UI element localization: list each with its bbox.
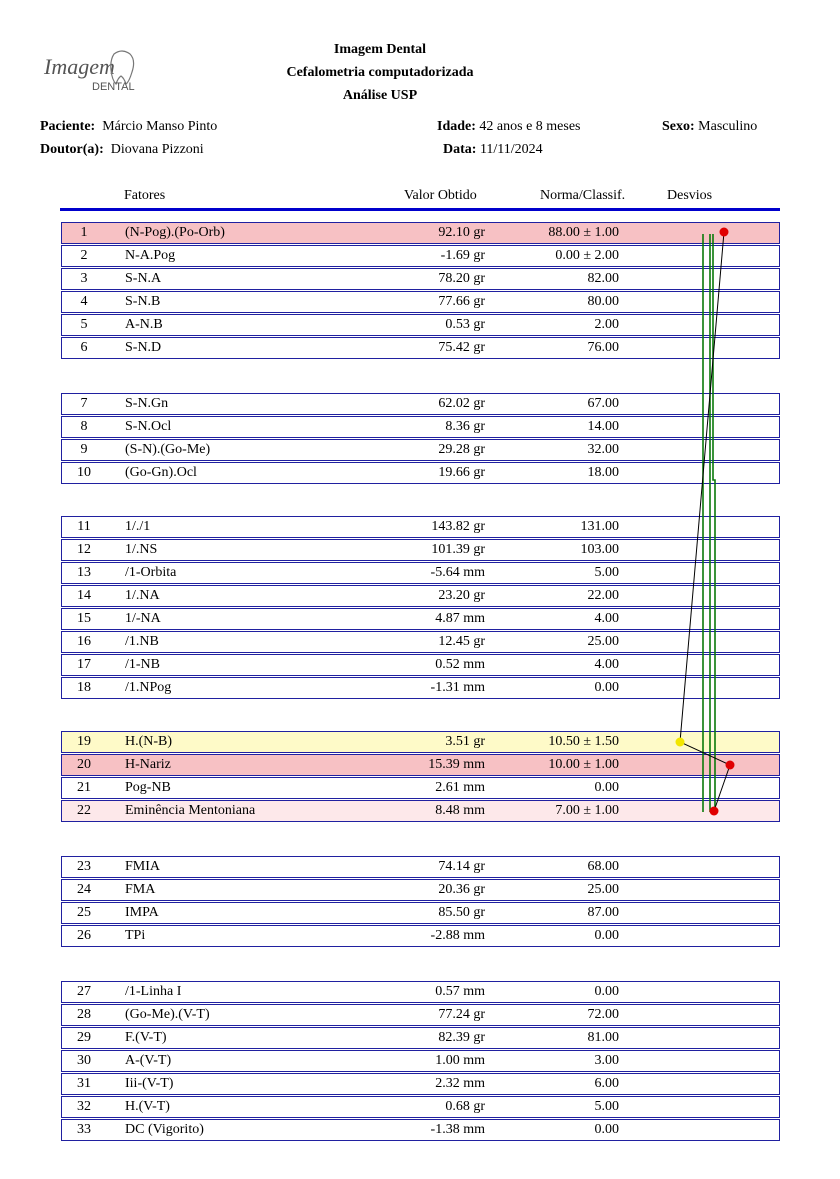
date-label: Data: [443, 142, 477, 157]
obtained-value: 2.32 mm [435, 1076, 485, 1091]
obtained-value: 8.36 gr [445, 419, 485, 434]
row-number: 5 [80, 317, 88, 332]
factor-name: /1-Orbita [125, 565, 177, 580]
factor-name: S-N.Gn [125, 396, 169, 411]
factor-name: FMA [125, 882, 156, 897]
factor-name: 1/./1 [125, 519, 151, 534]
report-subtitle: Cefalometria computadorizada [286, 65, 474, 80]
obtained-value: 19.66 gr [438, 465, 485, 480]
row-number: 9 [80, 442, 88, 457]
factor-name: S-N.Ocl [125, 419, 172, 434]
norm-value: 5.00 [594, 565, 619, 580]
factor-name: S-N.B [125, 294, 161, 309]
obtained-value: 74.14 gr [438, 859, 485, 874]
obtained-value: 77.24 gr [438, 1007, 485, 1022]
row-number: 6 [80, 340, 88, 355]
col-norma: Norma/Classif. [540, 188, 626, 203]
obtained-value: 82.39 gr [438, 1030, 485, 1045]
norm-value: 0.00 [594, 984, 619, 999]
deviation-point-20 [726, 761, 735, 770]
analysis-name: Análise USP [342, 88, 418, 103]
row-number: 12 [77, 542, 91, 557]
norm-value: 10.00 ± 1.00 [548, 757, 619, 772]
row-number: 13 [77, 565, 91, 580]
norm-value: 18.00 [587, 465, 619, 480]
row-number: 10 [77, 465, 91, 480]
row-number: 25 [77, 905, 91, 920]
row-number: 18 [77, 680, 91, 695]
factor-name: H.(N-B) [125, 734, 173, 749]
obtained-value: 78.20 gr [438, 271, 485, 286]
row-number: 7 [80, 396, 88, 411]
obtained-value: 0.57 mm [435, 984, 485, 999]
row-number: 19 [77, 734, 91, 749]
obtained-value: 3.51 gr [445, 734, 485, 749]
deviation-point-22 [710, 807, 719, 816]
row-number: 3 [80, 271, 88, 286]
obtained-value: -1.69 gr [440, 248, 485, 263]
row-number: 27 [77, 984, 91, 999]
date-value: 11/11/2024 [479, 142, 543, 157]
obtained-value: -5.64 mm [430, 565, 485, 580]
norm-value: 0.00 [594, 680, 619, 695]
row-number: 4 [80, 294, 88, 309]
row-number: 24 [77, 882, 91, 897]
factor-name: /1-NB [125, 657, 160, 672]
norm-value: 25.00 [587, 882, 619, 897]
norm-value: 103.00 [580, 542, 619, 557]
doctor-label: Doutor(a): [40, 142, 104, 157]
obtained-value: 12.45 gr [438, 634, 485, 649]
obtained-value: 29.28 gr [438, 442, 485, 457]
norm-value: 131.00 [580, 519, 619, 534]
row-number: 30 [77, 1053, 91, 1068]
obtained-value: 0.68 gr [445, 1099, 485, 1114]
norm-value: 76.00 [587, 340, 619, 355]
doctor-name: Diovana Pizzoni [110, 142, 204, 157]
row-number: 28 [77, 1007, 91, 1022]
row-number: 14 [77, 588, 91, 603]
factor-name: 1/.NA [125, 588, 160, 603]
norm-value: 0.00 [594, 780, 619, 795]
row-number: 17 [77, 657, 91, 672]
logo-text-sub: DENTAL [92, 81, 135, 93]
norm-value: 2.00 [594, 317, 619, 332]
row-number: 16 [77, 634, 91, 649]
deviation-path [680, 232, 730, 811]
obtained-value: 0.53 gr [445, 317, 485, 332]
col-valor: Valor Obtido [404, 188, 477, 203]
obtained-value: 2.61 mm [435, 780, 485, 795]
factor-name: A-N.B [125, 317, 163, 332]
obtained-value: 1.00 mm [435, 1053, 485, 1068]
norm-value: 10.50 ± 1.50 [548, 734, 619, 749]
norm-value: 72.00 [587, 1007, 619, 1022]
norm-value: 3.00 [594, 1053, 619, 1068]
factor-name: H.(V-T) [125, 1099, 170, 1114]
obtained-value: 0.52 mm [435, 657, 485, 672]
norm-value: 81.00 [587, 1030, 619, 1045]
report-title: Imagem Dental [333, 42, 427, 57]
patient-name: Márcio Manso Pinto [102, 119, 218, 134]
obtained-value: -2.88 mm [430, 928, 485, 943]
obtained-value: 62.02 gr [438, 396, 485, 411]
factor-name: Eminência Mentoniana [125, 803, 256, 818]
norm-value: 4.00 [594, 611, 619, 626]
obtained-value: -1.38 mm [430, 1122, 485, 1137]
factor-name: /1.NPog [125, 680, 172, 695]
factor-name: Pog-NB [125, 780, 171, 795]
row-number: 2 [80, 248, 88, 263]
factor-name: S-N.D [125, 340, 162, 355]
factor-name: N-A.Pog [125, 248, 176, 263]
norm-line-right [713, 234, 715, 812]
obtained-value: 92.10 gr [438, 225, 485, 240]
factor-name: S-N.A [125, 271, 162, 286]
norm-value: 82.00 [587, 271, 619, 286]
sex-value: Masculino [698, 119, 758, 134]
obtained-value: 101.39 gr [431, 542, 485, 557]
norm-value: 4.00 [594, 657, 619, 672]
factor-name: Iii-(V-T) [125, 1076, 174, 1091]
norm-value: 0.00 [594, 1122, 619, 1137]
factor-name: A-(V-T) [125, 1053, 172, 1068]
row-number: 21 [77, 780, 91, 795]
obtained-value: 77.66 gr [438, 294, 485, 309]
norm-value: 22.00 [587, 588, 619, 603]
norm-value: 88.00 ± 1.00 [548, 225, 619, 240]
age-label: Idade: [437, 119, 476, 134]
norm-value: 0.00 [594, 928, 619, 943]
factor-name: F.(V-T) [125, 1030, 167, 1045]
norm-value: 5.00 [594, 1099, 619, 1114]
obtained-value: 143.82 gr [431, 519, 485, 534]
row-number: 15 [77, 611, 91, 626]
norm-value: 7.00 ± 1.00 [555, 803, 619, 818]
norm-value: 25.00 [587, 634, 619, 649]
row-number: 31 [77, 1076, 91, 1091]
row-number: 20 [77, 757, 91, 772]
factor-name: /1.NB [125, 634, 159, 649]
logo-text-main: Imagem [44, 54, 115, 79]
obtained-value: 23.20 gr [438, 588, 485, 603]
obtained-value: 4.87 mm [435, 611, 485, 626]
norm-value: 6.00 [594, 1076, 619, 1091]
deviation-point-1 [720, 228, 729, 237]
row-number: 8 [80, 419, 88, 434]
factor-name: DC (Vigorito) [125, 1122, 204, 1137]
norm-value: 87.00 [587, 905, 619, 920]
obtained-value: 15.39 mm [428, 757, 485, 772]
factor-name: IMPA [125, 905, 159, 920]
norm-value: 14.00 [587, 419, 619, 434]
norm-value: 32.00 [587, 442, 619, 457]
factor-name: (Go-Gn).Ocl [125, 465, 197, 480]
norm-value: 0.00 ± 2.00 [555, 248, 619, 263]
factor-name: (N-Pog).(Po-Orb) [125, 225, 225, 240]
row-number: 23 [77, 859, 91, 874]
factor-name: /1-Linha I [125, 984, 182, 999]
row-number: 32 [77, 1099, 91, 1114]
patient-label: Paciente: [40, 119, 96, 134]
deviation-point-19 [676, 738, 685, 747]
obtained-value: -1.31 mm [430, 680, 485, 695]
factor-name: 1/.NS [125, 542, 158, 557]
norm-value: 68.00 [587, 859, 619, 874]
row-number: 1 [80, 225, 88, 240]
obtained-value: 20.36 gr [438, 882, 485, 897]
row-number: 26 [77, 928, 91, 943]
norm-value: 67.00 [587, 396, 619, 411]
factor-name: (S-N).(Go-Me) [125, 442, 211, 457]
factor-name: (Go-Me).(V-T) [125, 1007, 210, 1022]
sex-label: Sexo: [662, 119, 695, 134]
col-fatores: Fatores [124, 188, 166, 203]
obtained-value: 75.42 gr [438, 340, 485, 355]
obtained-value: 8.48 mm [435, 803, 485, 818]
col-desvios: Desvios [667, 188, 713, 203]
factor-name: 1/-NA [125, 611, 161, 626]
row-number: 33 [77, 1122, 91, 1137]
factor-name: TPi [125, 928, 146, 943]
factor-name: FMIA [125, 859, 161, 874]
factor-name: H-Nariz [125, 757, 171, 772]
row-number: 22 [77, 803, 91, 818]
age-value: 42 anos e 8 meses [479, 119, 581, 134]
obtained-value: 85.50 gr [438, 905, 485, 920]
row-number: 29 [77, 1030, 91, 1045]
norm-value: 80.00 [587, 294, 619, 309]
row-number: 11 [77, 519, 91, 534]
